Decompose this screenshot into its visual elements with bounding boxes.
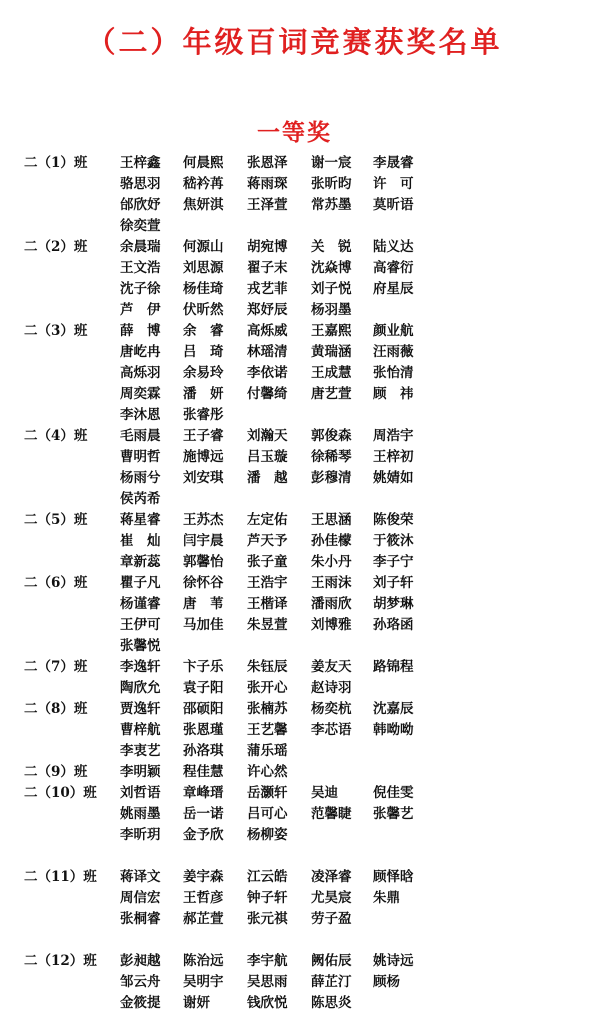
student-name: 李逸轩 — [120, 659, 161, 675]
class-block — [0, 699, 589, 762]
student-name: 何源山 — [183, 239, 224, 255]
student-name: 翟子末 — [247, 260, 288, 276]
student-name: 李沐恩 — [120, 407, 161, 423]
student-name: 黄瑞涵 — [311, 344, 352, 360]
student-name: 汪雨薇 — [373, 344, 414, 360]
student-name: 刘哲语 — [120, 785, 161, 801]
student-name: 张元祺 — [247, 911, 288, 927]
student-name: 胡梦琳 — [373, 596, 414, 612]
student-name: 陶欣允 — [120, 680, 161, 696]
student-name: 邵硕阳 — [183, 701, 224, 717]
student-name: 张楠苏 — [247, 701, 288, 717]
student-name: 徐奕萱 — [120, 218, 161, 234]
page-title: （二）年级百词竞赛获奖名单 — [86, 25, 503, 59]
student-name: 彭穆清 — [311, 470, 352, 486]
student-name: 曹明哲 — [120, 449, 161, 465]
class-label: 二（2）班 — [24, 239, 88, 255]
prize-title: 一等奖 — [257, 120, 332, 146]
student-name: 王浩宇 — [247, 575, 288, 591]
student-name: 王哲彦 — [183, 890, 224, 906]
student-name: 沈焱博 — [311, 260, 352, 276]
student-name: 岳一诺 — [183, 806, 224, 822]
student-name: 朱钰辰 — [247, 659, 288, 675]
student-name: 孙珞函 — [373, 617, 414, 633]
student-name: 胡宛博 — [247, 239, 288, 255]
class-block — [0, 867, 589, 930]
student-name: 毛雨晨 — [120, 428, 161, 444]
student-name: 常苏墨 — [311, 197, 352, 213]
class-block — [0, 153, 589, 237]
student-name: 顾 祎 — [373, 386, 414, 402]
student-name: 余晨瑞 — [120, 239, 161, 255]
class-block — [0, 573, 589, 657]
student-name: 郝芷萱 — [183, 911, 224, 927]
student-name: 薛芷汀 — [311, 974, 352, 990]
student-name: 嵇衿苒 — [183, 176, 224, 192]
student-name: 李宇航 — [247, 953, 288, 969]
student-name: 路锦程 — [373, 659, 414, 675]
student-name: 余 睿 — [183, 323, 224, 339]
student-name: 赵诗羽 — [311, 680, 352, 696]
class-block — [0, 321, 589, 426]
student-name: 徐稀琴 — [311, 449, 352, 465]
student-name: 沈子徐 — [120, 281, 161, 297]
student-name: 章新蕊 — [120, 554, 161, 570]
student-name: 卞子乐 — [183, 659, 224, 675]
student-name: 左定佑 — [247, 512, 288, 528]
student-name: 郑妤辰 — [247, 302, 288, 318]
student-name: 刘思源 — [183, 260, 224, 276]
student-name: 潘 妍 — [183, 386, 224, 402]
student-name: 王雨沫 — [311, 575, 352, 591]
student-name: 杨谨睿 — [120, 596, 161, 612]
student-name: 张开心 — [247, 680, 288, 696]
class-block — [0, 783, 589, 846]
student-name: 吴迪 — [311, 785, 338, 801]
student-name: 王嘉熙 — [311, 323, 352, 339]
student-name: 吴明宇 — [183, 974, 224, 990]
student-name: 凌泽睿 — [311, 869, 352, 885]
student-name: 王楷译 — [247, 596, 288, 612]
class-block — [0, 510, 589, 573]
student-name: 吕玉璇 — [247, 449, 288, 465]
student-name: 杨柳姿 — [247, 827, 288, 843]
student-name: 朱昱萱 — [247, 617, 288, 633]
student-name: 吕可心 — [247, 806, 288, 822]
student-name: 李子宁 — [373, 554, 414, 570]
student-name: 莫昕语 — [373, 197, 414, 213]
student-name: 周信宏 — [120, 890, 161, 906]
student-name: 刘瀚天 — [247, 428, 288, 444]
student-name: 张馨悦 — [120, 638, 161, 654]
student-name: 顾杨 — [373, 974, 400, 990]
student-name: 郭馨怡 — [183, 554, 224, 570]
student-name: 薛 博 — [120, 323, 161, 339]
student-name: 高烁羽 — [120, 365, 161, 381]
student-name: 唐屹冉 — [120, 344, 161, 360]
student-name: 王泽萱 — [247, 197, 288, 213]
student-name: 王艺馨 — [247, 722, 288, 738]
student-name: 钟子轩 — [247, 890, 288, 906]
student-name: 张馨艺 — [373, 806, 414, 822]
student-name: 程佳慧 — [183, 764, 224, 780]
student-name: 何晨熙 — [183, 155, 224, 171]
student-name: 陈思炎 — [311, 995, 352, 1011]
student-name: 刘安琪 — [183, 470, 224, 486]
student-name: 张桐睿 — [120, 911, 161, 927]
student-name: 王苏杰 — [183, 512, 224, 528]
student-name: 于筱沐 — [373, 533, 414, 549]
student-name: 张恩瑾 — [183, 722, 224, 738]
student-name: 李依诺 — [247, 365, 288, 381]
student-name: 杨羽墨 — [311, 302, 352, 318]
class-label: 二（12）班 — [24, 953, 97, 969]
class-block — [0, 762, 589, 783]
student-name: 劳子盈 — [311, 911, 352, 927]
student-name: 王思涵 — [311, 512, 352, 528]
student-name: 高烁威 — [247, 323, 288, 339]
student-name: 尤昊宸 — [311, 890, 352, 906]
student-name: 蒋星睿 — [120, 512, 161, 528]
student-name: 郭俊森 — [311, 428, 352, 444]
student-name: 岳灏轩 — [247, 785, 288, 801]
student-name: 陈治远 — [183, 953, 224, 969]
class-block — [0, 951, 589, 1014]
student-name: 林瑶清 — [247, 344, 288, 360]
class-label: 二（10）班 — [24, 785, 97, 801]
student-name: 孙佳檬 — [311, 533, 352, 549]
student-name: 崔 灿 — [120, 533, 161, 549]
class-label: 二（9）班 — [24, 764, 88, 780]
student-name: 张睿彤 — [183, 407, 224, 423]
student-name: 钱欣悦 — [247, 995, 288, 1011]
student-name: 王子睿 — [183, 428, 224, 444]
student-name: 余易玲 — [183, 365, 224, 381]
class-label: 二（8）班 — [24, 701, 88, 717]
student-name: 金予欣 — [183, 827, 224, 843]
student-name: 吴思雨 — [247, 974, 288, 990]
student-name: 曹梓航 — [120, 722, 161, 738]
student-name: 许 可 — [373, 176, 414, 192]
student-name: 陆义达 — [373, 239, 414, 255]
student-name: 王成慧 — [311, 365, 352, 381]
student-name: 阙佑辰 — [311, 953, 352, 969]
student-name: 李芯语 — [311, 722, 352, 738]
class-label: 二（3）班 — [24, 323, 88, 339]
student-name: 张恩泽 — [247, 155, 288, 171]
student-name: 谢妍 — [183, 995, 210, 1011]
student-name: 李昕玥 — [120, 827, 161, 843]
student-name: 张昕昀 — [311, 176, 352, 192]
student-name: 焦妍淇 — [183, 197, 224, 213]
student-name: 姚婧如 — [373, 470, 414, 486]
class-label: 二（4）班 — [24, 428, 88, 444]
student-name: 骆思羽 — [120, 176, 161, 192]
student-name: 付馨绮 — [247, 386, 288, 402]
class-label: 二（1）班 — [24, 155, 88, 171]
student-name: 瞿子凡 — [120, 575, 161, 591]
student-name: 关 锐 — [311, 239, 352, 255]
student-name: 杨佳琦 — [183, 281, 224, 297]
student-name: 周奕霖 — [120, 386, 161, 402]
student-name: 李明颖 — [120, 764, 161, 780]
student-name: 杨奕杭 — [311, 701, 352, 717]
student-name: 张怡清 — [373, 365, 414, 381]
class-label: 二（7）班 — [24, 659, 88, 675]
student-name: 姚雨墨 — [120, 806, 161, 822]
student-name: 韩呦呦 — [373, 722, 414, 738]
student-name: 蒋雨琛 — [247, 176, 288, 192]
student-name: 章峰瑨 — [183, 785, 224, 801]
student-name: 施博远 — [183, 449, 224, 465]
student-name: 朱鼎 — [373, 890, 400, 906]
student-name: 芦天予 — [247, 533, 288, 549]
student-name: 唐艺萱 — [311, 386, 352, 402]
student-name: 侯芮希 — [120, 491, 161, 507]
student-name: 伏昕然 — [183, 302, 224, 318]
student-name: 王文浩 — [120, 260, 161, 276]
student-name: 芦 伊 — [120, 302, 161, 318]
student-name: 王伊可 — [120, 617, 161, 633]
class-block — [0, 657, 589, 699]
student-name: 江云皓 — [247, 869, 288, 885]
student-name: 王梓初 — [373, 449, 414, 465]
student-name: 府星辰 — [373, 281, 414, 297]
class-block — [0, 426, 589, 510]
student-name: 戎艺菲 — [247, 281, 288, 297]
student-name: 潘 越 — [247, 470, 288, 486]
student-name: 谢一宸 — [311, 155, 352, 171]
student-name: 闫宇晨 — [183, 533, 224, 549]
student-name: 顾怿晗 — [373, 869, 414, 885]
student-name: 吕 琦 — [183, 344, 224, 360]
class-label: 二（5）班 — [24, 512, 88, 528]
student-name: 李晟睿 — [373, 155, 414, 171]
student-name: 姚诗远 — [373, 953, 414, 969]
student-name: 袁子阳 — [183, 680, 224, 696]
student-name: 蒲乐瑶 — [247, 743, 288, 759]
student-name: 金筱提 — [120, 995, 161, 1011]
class-label: 二（6）班 — [24, 575, 88, 591]
student-name: 孙洛琪 — [183, 743, 224, 759]
student-name: 王梓鑫 — [120, 155, 161, 171]
student-name: 周浩宇 — [373, 428, 414, 444]
student-name: 范馨睫 — [311, 806, 352, 822]
student-name: 蒋译文 — [120, 869, 161, 885]
student-name: 高睿衍 — [373, 260, 414, 276]
student-name: 徐怀谷 — [183, 575, 224, 591]
student-name: 颜业航 — [373, 323, 414, 339]
student-name: 马加佳 — [183, 617, 224, 633]
student-name: 陈俊荣 — [373, 512, 414, 528]
student-name: 朱小丹 — [311, 554, 352, 570]
student-name: 刘博雅 — [311, 617, 352, 633]
student-name: 许心然 — [247, 764, 288, 780]
student-name: 刘子轩 — [373, 575, 414, 591]
student-name: 沈嘉辰 — [373, 701, 414, 717]
student-name: 邰欣妤 — [120, 197, 161, 213]
student-name: 邹云舟 — [120, 974, 161, 990]
student-name: 潘雨欣 — [311, 596, 352, 612]
student-name: 张子童 — [247, 554, 288, 570]
student-name: 倪佳雯 — [373, 785, 414, 801]
student-name: 刘子悦 — [311, 281, 352, 297]
student-name: 彭昶越 — [120, 953, 161, 969]
student-name: 李衷艺 — [120, 743, 161, 759]
student-name: 姜友天 — [311, 659, 352, 675]
student-name: 姜宇森 — [183, 869, 224, 885]
student-name: 贾逸轩 — [120, 701, 161, 717]
student-name: 唐 苇 — [183, 596, 224, 612]
class-block — [0, 237, 589, 321]
student-name: 杨雨兮 — [120, 470, 161, 486]
class-label: 二（11）班 — [24, 869, 97, 885]
